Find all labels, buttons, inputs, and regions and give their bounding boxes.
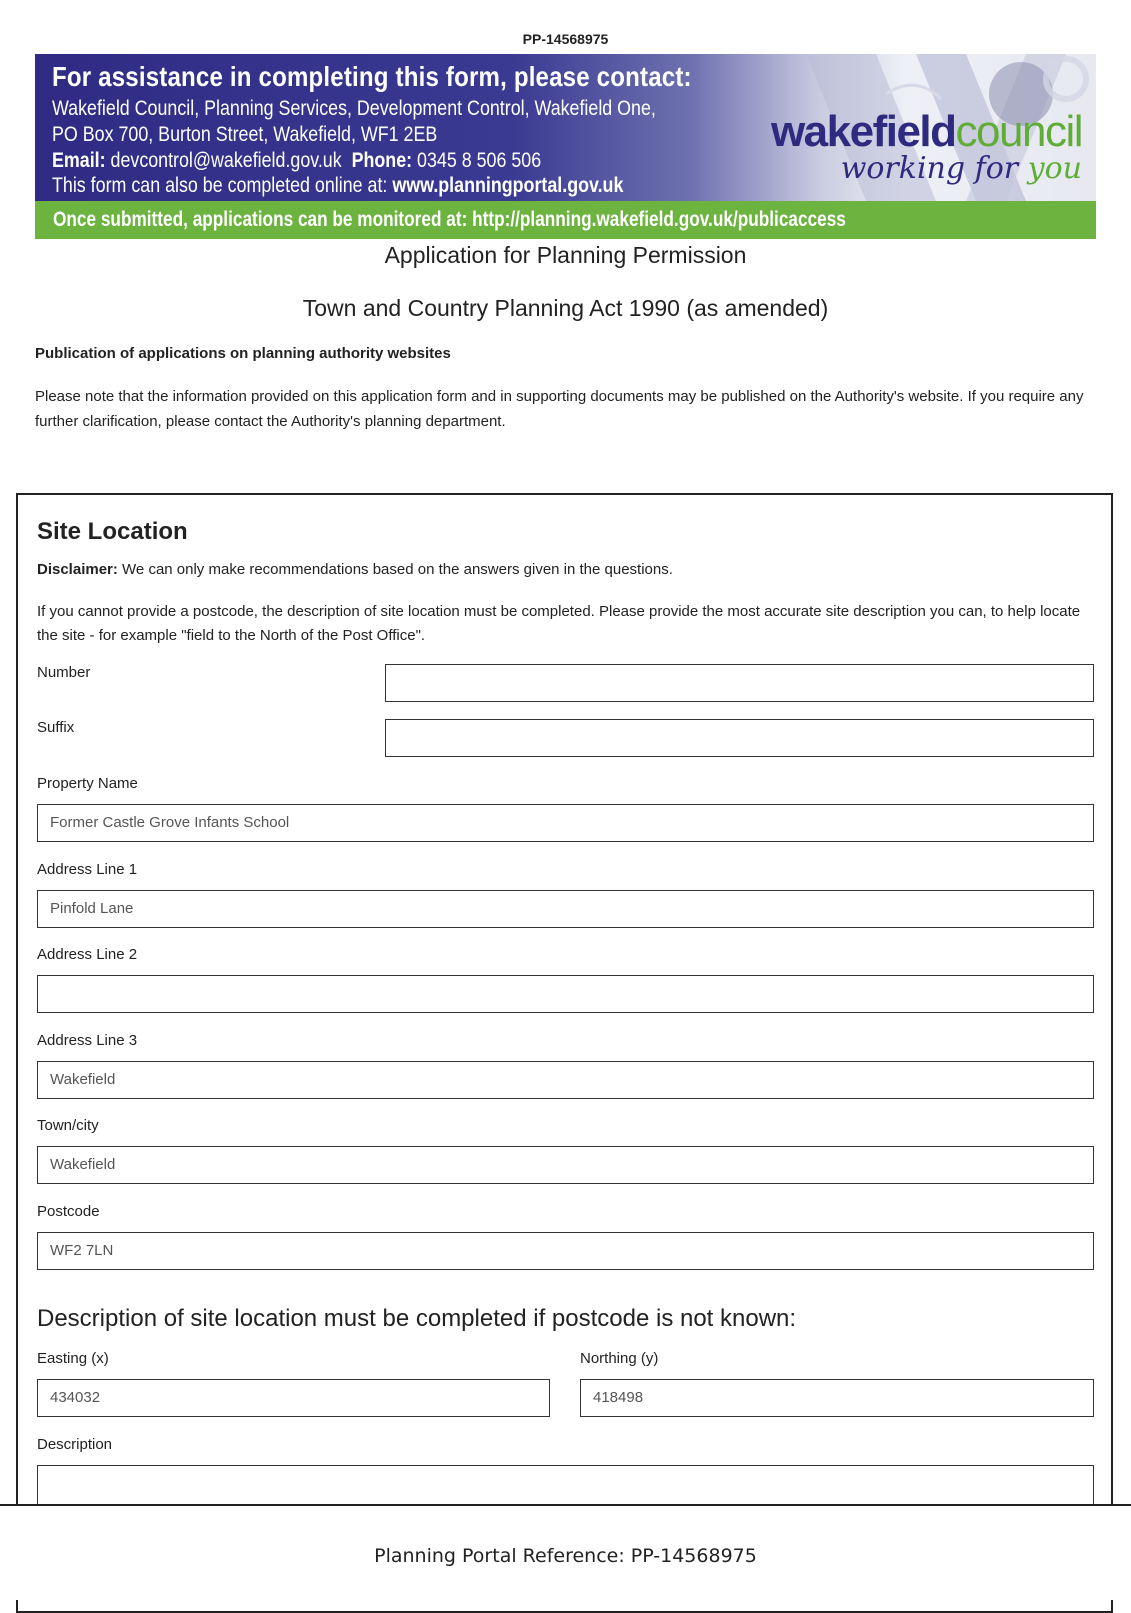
address-line3-label: Address Line 3 bbox=[37, 1032, 138, 1049]
banner-contact-line bbox=[52, 149, 541, 173]
address-line2-label: Address Line 2 bbox=[37, 946, 138, 963]
suffix-field[interactable] bbox=[385, 719, 1094, 757]
logo-wakefield: wakefield bbox=[770, 107, 956, 156]
property-name-field[interactable]: Former Castle Grove Infants School bbox=[37, 804, 1094, 842]
disclaimer bbox=[37, 561, 673, 578]
northing-label: Northing (y) bbox=[580, 1350, 659, 1367]
address-line1-label: Address Line 1 bbox=[37, 861, 138, 878]
assistance-banner bbox=[35, 54, 1096, 239]
site-location-panel bbox=[16, 493, 1113, 1613]
publication-notice: Please note that the information provided on this application form and in supporting documents may be published on the Authority's website. If you require any further clarification, please contact the Authority's planning department. bbox=[35, 388, 1084, 430]
section-title: Site Location bbox=[37, 518, 188, 545]
disclaimer-label: Disclaimer: bbox=[37, 561, 118, 578]
disclaimer-text: We can only make recommendations based on the answers given in the questions. bbox=[117, 561, 673, 578]
logo-working-for: working for bbox=[840, 151, 1028, 186]
page-subtitle: Town and Country Planning Act 1990 (as amended) bbox=[302, 295, 829, 321]
phone-label: Phone: bbox=[351, 149, 413, 172]
easting-label: Easting (x) bbox=[37, 1350, 109, 1367]
town-label: Town/city bbox=[37, 1117, 99, 1134]
footer-divider bbox=[0, 1504, 1131, 1506]
number-field[interactable] bbox=[385, 664, 1094, 702]
postcode-info: If you cannot provide a postcode, the description of site location must be completed. Please provide the most accurate site description you can, to help locate the site - for example "field to the North of the Post Office". bbox=[37, 603, 1081, 644]
online-text: This form can also be completed online at: bbox=[52, 174, 388, 197]
banner-monitor-strip bbox=[35, 201, 1096, 239]
page-title: Application for Planning Permission bbox=[384, 242, 747, 268]
email-link[interactable]: devcontrol@wakefield.gov.uk bbox=[110, 149, 342, 172]
property-name-label: Property Name bbox=[37, 775, 138, 792]
easting-field[interactable]: 434032 bbox=[37, 1379, 550, 1417]
postcode-label: Postcode bbox=[37, 1203, 100, 1220]
logo-you: you bbox=[1027, 151, 1082, 186]
address-line3-field[interactable]: Wakefield bbox=[37, 1061, 1094, 1099]
postcode-field[interactable]: WF2 7LN bbox=[37, 1232, 1094, 1270]
address-line1-field[interactable]: Pinfold Lane bbox=[37, 890, 1094, 928]
phone-number: 0345 8 506 506 bbox=[417, 149, 542, 172]
reference-number-top: PP-14568975 bbox=[522, 31, 609, 47]
banner-heading: For assistance in completing this form, please contact: bbox=[52, 61, 692, 92]
publication-heading: Publication of applications on planning authority websites bbox=[35, 345, 451, 362]
monitor-link-text[interactable]: Once submitted, applications can be monitored at: http://planning.wakefield.gov.uk/publicaccess bbox=[53, 208, 846, 231]
description-label: Description bbox=[37, 1436, 113, 1453]
banner-online-line bbox=[52, 174, 623, 198]
banner-address-line2: PO Box 700, Burton Street, Wakefield, WF1 2EB bbox=[52, 123, 438, 146]
suffix-label: Suffix bbox=[37, 719, 75, 736]
logo-council: council bbox=[955, 107, 1082, 156]
banner-address-line1: Wakefield Council, Planning Services, Development Control, Wakefield One, bbox=[52, 97, 656, 120]
wakefield-council-logo bbox=[770, 107, 1082, 186]
number-label: Number bbox=[37, 664, 91, 681]
planning-portal-link[interactable]: www.planningportal.gov.uk bbox=[392, 174, 624, 197]
email-label: Email: bbox=[52, 149, 106, 172]
address-line2-field[interactable] bbox=[37, 975, 1094, 1013]
town-field[interactable]: Wakefield bbox=[37, 1146, 1094, 1184]
northing-field[interactable]: 418498 bbox=[580, 1379, 1094, 1417]
description-heading: Description of site location must be completed if postcode is not known: bbox=[37, 1305, 797, 1332]
footer-reference: Planning Portal Reference: PP-14568975 bbox=[374, 1545, 757, 1567]
